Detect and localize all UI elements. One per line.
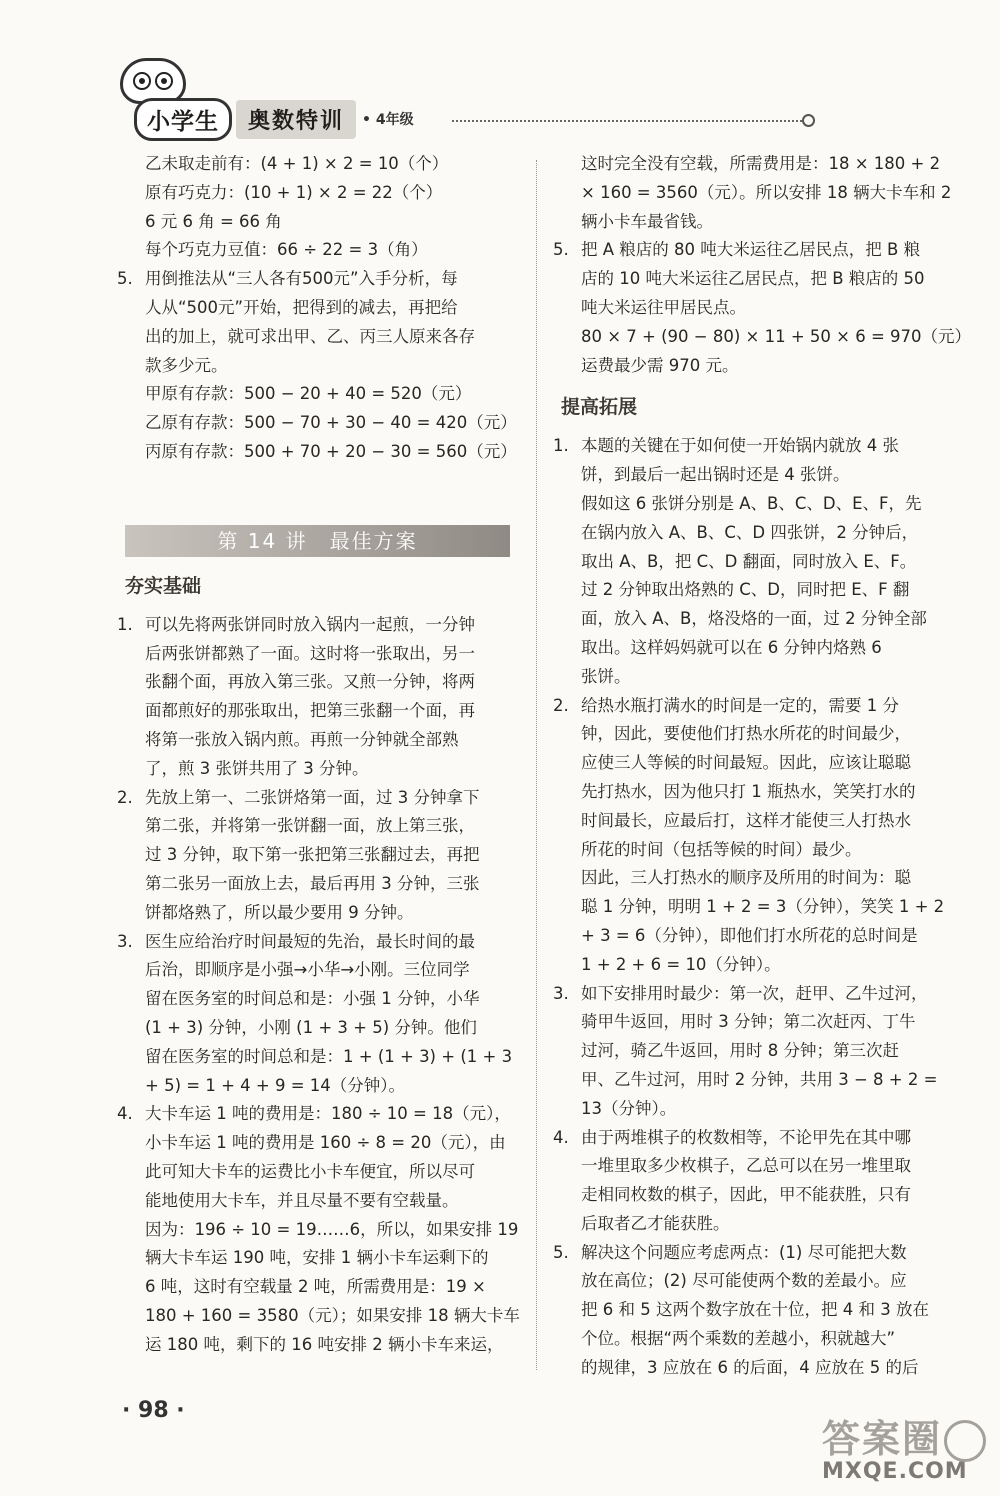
- right-top-block: [553, 150, 952, 236]
- text-line: 的规律，3 应放在 6 的后面，4 应放在 5 的后: [581, 1357, 919, 1377]
- text-line: 能地使用大卡车，并且尽量不要有空载量。: [145, 1190, 459, 1210]
- text-line: 因为：196 ÷ 10 = 19……6，所以，如果安排 19: [145, 1219, 519, 1239]
- text-line: 一堆里取多少枚棋子，乙总可以在另一堆里取: [581, 1156, 911, 1176]
- text-line: 后两张饼都熟了一面。这时将一张取出，另一: [145, 643, 475, 663]
- header-rule-end-circle: [802, 114, 815, 127]
- text-line: 留在医务室的时间总和是：小强 1 分钟，小华: [145, 989, 480, 1009]
- page-number: · 98 ·: [122, 1398, 185, 1423]
- basics-heading: 夯实基础: [125, 574, 202, 597]
- advance-item-3: [553, 980, 948, 1124]
- text-line: 运费最少需 970 元。: [581, 355, 739, 375]
- text-line: 过河，骑乙牛返回，用时 8 分钟；第三次赶: [581, 1041, 899, 1061]
- item-number: 5.: [553, 1242, 569, 1262]
- text-line: + 5) = 1 + 4 + 9 = 14（分钟）。: [145, 1075, 406, 1095]
- text-line: 第二张，并将第一张饼翻一面，放上第三张，: [145, 816, 475, 836]
- text-line: 6 元 6 角 = 66 角: [145, 211, 282, 231]
- basics-item-3: [117, 928, 517, 1101]
- grade-label: • 4年级: [362, 112, 414, 128]
- text-line: 张翻个面，再放入第三张。又煎一分钟，将两: [145, 672, 475, 692]
- text-line: 辆大卡车运 190 吨，安排 1 辆小卡车运剩下的: [145, 1248, 489, 1268]
- text-line: 1 + 2 + 6 = 10（分钟）。: [581, 954, 781, 974]
- text-line: 走相同枚数的棋子，因此，甲不能获胜，只有: [581, 1185, 911, 1205]
- text-line: 后取者乙才能获胜。: [581, 1213, 730, 1233]
- text-line: 面都煎好的那张取出，把第三张翻一个面，再: [145, 701, 475, 721]
- advance-item-5: [553, 1239, 948, 1383]
- advance-item-1: [553, 432, 948, 691]
- text-line: 医生应给治疗时间最短的先治，最长时间的最: [145, 931, 475, 951]
- text-line: 运 180 吨，剩下的 16 吨安排 2 辆小卡车来运，: [145, 1334, 504, 1354]
- text-line: 原有巧克力：(10 + 1) × 2 = 22（个）: [145, 182, 443, 202]
- calc-line: 甲原有存款：500 − 20 + 40 = 520（元）: [145, 384, 472, 404]
- text-line: 先打热水，因为他只打 1 瓶热水，笑笑打水的: [581, 781, 916, 801]
- text-line: 面，放入 A、B，烙没烙的一面，过 2 分钟全部: [581, 609, 927, 629]
- item-number: 3.: [117, 931, 133, 951]
- advance-heading: 提高拓展: [561, 396, 638, 419]
- book-subject-title: 奥数特训: [236, 100, 356, 139]
- text-line: 饼都烙熟了，所以最少要用 9 分钟。: [145, 902, 414, 922]
- text-line: 出的加上，就可求出甲、乙、丙三人原来各存: [145, 326, 475, 346]
- text-line: 辆小卡车最省钱。: [581, 211, 713, 231]
- page-header: [112, 50, 832, 140]
- mascot-right-eye: [155, 72, 173, 90]
- watermark-title: 答案圈: [822, 1416, 943, 1461]
- text-line: 时间最长，应最后打，这样才能使三人打热水: [581, 810, 911, 830]
- text-line: 解决这个问题应考虑两点：(1) 尽可能把大数: [581, 1242, 907, 1262]
- text-line: (1 + 3) 分钟，小刚 (1 + 3 + 5) 分钟。他们: [145, 1017, 477, 1037]
- text-line: 甲、乙牛过河，用时 2 分钟，共用 3 − 8 + 2 =: [581, 1069, 938, 1089]
- item-number: 3.: [553, 983, 569, 1003]
- right-column: [553, 150, 972, 1383]
- section-title-banner: 第 14 讲 最佳方案: [125, 525, 510, 557]
- item-number: 4.: [117, 1104, 133, 1124]
- left-top-block: [117, 150, 517, 265]
- text-line: + 3 = 6（分钟），即他们打水所花的总时间是: [581, 925, 918, 945]
- item-number: 1.: [553, 436, 569, 456]
- text-line: 吨大米运往甲居民点。: [581, 297, 746, 317]
- text-line: 此可知大卡车的运费比小卡车便宜，所以尽可: [145, 1161, 475, 1181]
- site-watermark: [822, 1418, 990, 1490]
- column-divider: [536, 160, 537, 1370]
- advance-item-2: [553, 692, 948, 980]
- text-line: 本题的关键在于如何使一开始锅内就放 4 张: [581, 436, 899, 456]
- text-line: 取出。这样妈妈就可以在 6 分钟内烙熟 6: [581, 637, 882, 657]
- basics-item-4: [117, 1100, 520, 1359]
- text-line: 所花的时间（包括等候的时间）最少。: [581, 839, 862, 859]
- text-line: × 160 = 3560（元）。所以安排 18 辆大卡车和 2: [581, 182, 952, 202]
- text-line: 用倒推法从“三人各有500元”入手分析，每: [145, 269, 458, 289]
- text-line: 假如这 6 张饼分别是 A、B、C、D、E、F，先: [581, 493, 922, 513]
- watermark-url: MXQE.COM: [822, 1459, 968, 1484]
- basics-item-2: [117, 784, 517, 928]
- text-line: 大卡车运 1 吨的费用是：180 ÷ 10 = 18（元），: [145, 1104, 511, 1124]
- text-line: 个位。根据“两个乘数的差越小，积就越大”: [581, 1329, 896, 1349]
- text-line: 6 吨，这时有空载量 2 吨，所需费用是：19 ×: [145, 1277, 486, 1297]
- header-title-bar: [134, 100, 414, 138]
- text-line: 店的 10 吨大米运往乙居民点，把 B 粮店的 50: [581, 269, 925, 289]
- text-line: 过 2 分钟取出烙熟的 C、D，同时把 E、F 翻: [581, 580, 910, 600]
- text-line: 180 + 160 = 3580（元）；如果安排 18 辆大卡车: [145, 1305, 520, 1325]
- item-number: 4.: [553, 1127, 569, 1147]
- item-number: 2.: [117, 787, 133, 807]
- basics-item-1: [117, 611, 517, 784]
- text-line: 把 6 和 5 这两个数字放在十位，把 4 和 3 放在: [581, 1300, 929, 1320]
- text-line: 由于两堆棋子的枚数相等，不论甲先在其中哪: [581, 1127, 911, 1147]
- text-line: 张饼。: [581, 666, 631, 686]
- text-line: 饼，到最后一起出锅时还是 4 张饼。: [581, 465, 850, 485]
- text-line: 款多少元。: [145, 355, 228, 375]
- text-line: 应使三人等候的时间最短。因此，应该让聪聪: [581, 753, 911, 773]
- text-line: 如下安排用时最少：第一次，赶甲、乙牛过河，: [581, 983, 928, 1003]
- text-line: 后治，即顺序是小强→小华→小刚。三位同学: [145, 960, 470, 980]
- text-line: 因此，三人打热水的顺序及所用的时间为：聪: [581, 868, 911, 888]
- text-line: 聪 1 分钟，明明 1 + 2 = 3（分钟），笑笑 1 + 2: [581, 897, 945, 917]
- text-line: 每个巧克力豆值：66 ÷ 22 = 3（角）: [145, 240, 428, 260]
- calc-line: 乙原有存款：500 − 70 + 30 − 40 = 420（元）: [145, 413, 517, 433]
- advance-item-4: [553, 1124, 948, 1239]
- text-line: 将第一张放入锅内煎。再煎一分钟就全部熟: [145, 729, 459, 749]
- text-line: 了，煎 3 张饼共用了 3 分钟。: [145, 758, 369, 778]
- item-number: 1.: [117, 614, 133, 634]
- calc-line: 丙原有存款：500 + 70 + 20 − 30 = 560（元）: [145, 441, 517, 461]
- text-line: 取出 A、B，把 C、D 翻面，同时放入 E、F。: [581, 551, 917, 571]
- watermark-badge-icon: [944, 1420, 986, 1462]
- text-line: 给热水瓶打满水的时间是一定的，需要 1 分: [581, 695, 899, 715]
- text-line: 先放上第一、二张饼烙第一面，过 3 分钟拿下: [145, 787, 480, 807]
- answer-item-5: [117, 265, 517, 467]
- text-line: 把 A 粮店的 80 吨大米运往乙居民点，把 B 粮: [581, 240, 921, 260]
- text-line: 在锅内放入 A、B、C、D 四张饼，2 分钟后，: [581, 522, 919, 542]
- left-column: [117, 150, 520, 1359]
- book-series-title: 小学生: [134, 98, 232, 141]
- text-line: 这时完全没有空载，所需费用是：18 × 180 + 2: [581, 154, 941, 173]
- item-number: 5.: [117, 269, 133, 289]
- text-line: 乙未取走前有：(4 + 1) × 2 = 10（个）: [145, 154, 449, 173]
- calc-line: 80 × 7 + (90 − 80) × 11 + 50 × 6 = 970（元）: [581, 326, 972, 346]
- text-line: 钟，因此，要使他们打热水所花的时间最少，: [581, 724, 911, 744]
- item-number: 2.: [553, 695, 569, 715]
- text-line: 13（分钟）。: [581, 1098, 677, 1118]
- text-line: 留在医务室的时间总和是：1 + (1 + 3) + (1 + 3: [145, 1046, 513, 1066]
- text-line: 第二张另一面放上去，最后再用 3 分钟，三张: [145, 873, 480, 893]
- text-line: 过 3 分钟，取下第一张把第三张翻过去，再把: [145, 845, 480, 865]
- item-number: 5.: [553, 240, 569, 260]
- text-line: 可以先将两张饼同时放入锅内一起煎，一分钟: [145, 614, 475, 634]
- text-line: 放在高位；(2) 尽可能使两个数的差最小。应: [581, 1271, 907, 1291]
- text-line: 人从“500元”开始，把得到的减去，再把给: [145, 297, 458, 317]
- header-dotted-rule: [452, 120, 802, 122]
- text-line: 小卡车运 1 吨的费用是 160 ÷ 8 = 20（元），由: [145, 1133, 506, 1153]
- answer-item-5-right: [553, 236, 972, 380]
- text-line: 骑甲牛返回，用时 3 分钟；第二次赶丙、丁牛: [581, 1012, 916, 1032]
- mascot-left-eye: [133, 72, 151, 90]
